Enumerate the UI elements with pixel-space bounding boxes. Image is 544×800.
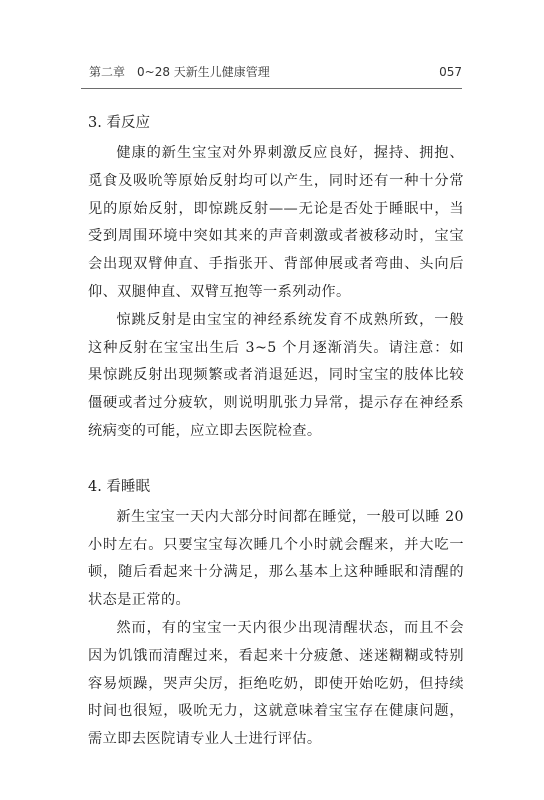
paragraph: 然而，有的宝宝一天内很少出现清醒状态，而且不会因为饥饿而清醒过来，看起来十分疲惫、迷迷糊糊或特别容易烦躁，哭声尖厉，拒绝吃奶，即使开始吃奶，但持续时间也很短，吸吮无力，这就意味着宝宝存在健康问题，需立即去医院请专业人士进行评估。 (88, 619, 464, 748)
page-body (88, 112, 464, 754)
page-number: 057 (439, 65, 462, 79)
header-rule (81, 88, 462, 89)
running-head (81, 62, 462, 82)
paragraph: 新生宝宝一天内大部分时间都在睡觉，一般可以睡 20 小时左右。只要宝宝每次睡几个小时就会醒来，并大吃一顿，随后看起来十分满足，那么基本上这种睡眠和清醒的状态是正常的。 (88, 508, 464, 609)
paragraph: 惊跳反射是由宝宝的神经系统发育不成熟所致，一般这种反射在宝宝出生后 3~5 个月逐渐消失。请注意：如果惊跳反射出现频繁或者消退延迟，同时宝宝的肢体比较僵硬或者过分疲软，则说明肌张力异常，提示存在神经系统病变的可能，应立即去医院检查。 (88, 311, 464, 439)
paragraph: 健康的新生宝宝对外界刺激反应良好，握持、拥抱、觅食及吸吮等原始反射均可以产生，同时还有一种十分常见的原始反射，即惊跳反射——无论是否处于睡眠中，当受到周围环境中突如其来的声音刺激或者被移动时，宝宝会出现双臂伸直、手指张开、背部伸展或者弯曲、头向后仰、双腿伸直、双臂互抱等一系列动作。 (88, 145, 464, 300)
chapter-title: 第二章 0~28 天新生儿健康管理 (89, 65, 270, 79)
section-heading: 3. 看反应 (88, 115, 150, 131)
section-sleep (88, 476, 464, 754)
section-heading: 4. 看睡眠 (88, 478, 150, 495)
section-reaction (88, 112, 464, 446)
